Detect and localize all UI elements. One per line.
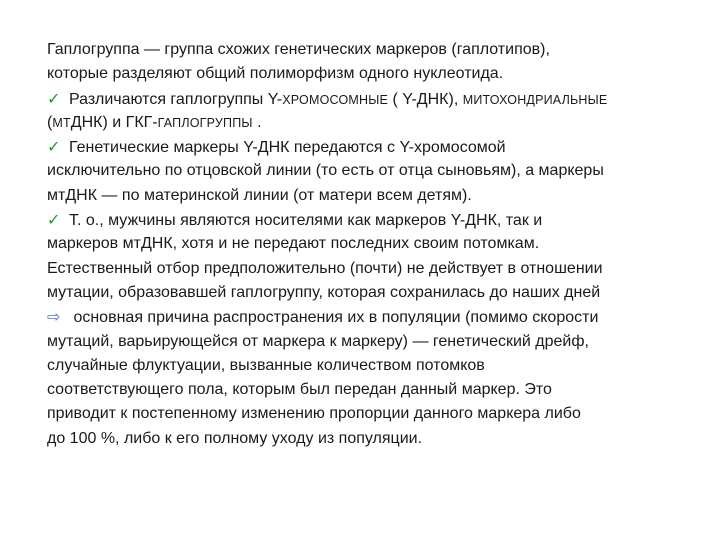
paragraph-2-line-3: [47, 305, 695, 329]
bullet-3-text-1: Т. о., мужчины являются носителями как маркеров Y-ДНК, так и: [69, 212, 543, 230]
paragraph-2-line-5: случайные флуктуации, вызванные количеством потомков: [47, 356, 485, 374]
bullet-1-text-f: МТ: [52, 115, 71, 130]
bullet-1-text-c: ( Y-ДНК),: [388, 90, 463, 108]
bullet-2-text-1: Генетические маркеры Y-ДНК передаются с Y-хромосомой: [69, 139, 506, 157]
paragraph-2-line-8: до 100 %, либо к его полному уходу из популяции.: [47, 429, 423, 447]
checkmark-icon: ✓: [47, 137, 61, 157]
bullet-1-text-e: (: [47, 113, 53, 131]
bullet-1-text-d: МИТОХОНДРИАЛЬНЫЕ: [462, 92, 608, 107]
bullet-1-text-i: .: [252, 113, 262, 131]
bullet-2-line-3: мтДНК — по материнской линии (от матери всем детям).: [47, 186, 472, 204]
bullet-1-line-2: [47, 111, 695, 135]
arrow-right-icon: ⇨: [47, 307, 61, 327]
paragraph-2-line-2: мутации, образовавшей гаплогруппу, которая сохранилась до наших дней: [47, 283, 601, 301]
paragraph-2-line-6: соответствующего пола, которым был передан данный маркер. Это: [47, 381, 552, 399]
definition-line-2: которые разделяют общий полиморфизм одного нуклеотида.: [47, 65, 504, 83]
bullet-2-line-2: исключительно по отцовской линии (то есть от отца сыновьям), а маркеры: [47, 162, 604, 180]
paragraph-2-line-4: мутаций, варьирующейся от маркера к маркеру) — генетический дрейф,: [47, 332, 589, 350]
bullet-1-text-h: ГАПЛОГРУППЫ: [157, 115, 253, 130]
bullet-3-line-2: маркеров мтДНК, хотя и не передают последних своим потомкам.: [47, 235, 540, 253]
bullet-1-text-a: Различаются гаплогруппы Y-: [69, 90, 283, 108]
paragraph-2-line-7: приводит к постепенному изменению пропорции данного маркера либо: [47, 405, 581, 423]
paragraph-2-line-1: Естественный отбор предположительно (почти) не действует в отношении: [47, 259, 603, 277]
slide-text-body: [47, 38, 695, 451]
checkmark-icon: ✓: [47, 88, 61, 108]
bullet-3-line-1: [47, 208, 695, 232]
paragraph-2-text-3: основная причина распространения их в популяции (помимо скорости: [69, 309, 599, 327]
bullet-1-line-1: [47, 87, 695, 111]
definition-text: — группа схожих генетических маркеров (гаплотипов),: [139, 41, 550, 58]
bullet-1-text-b: ХРОМОСОМНЫЕ: [282, 92, 389, 107]
definition-line-1: [47, 38, 695, 62]
bullet-2-line-1: [47, 135, 695, 159]
bullet-1-text-g: ДНК) и ГКГ-: [70, 113, 158, 131]
checkmark-icon: ✓: [47, 210, 61, 230]
term-haplogroup: Гаплогруппа: [47, 41, 140, 58]
